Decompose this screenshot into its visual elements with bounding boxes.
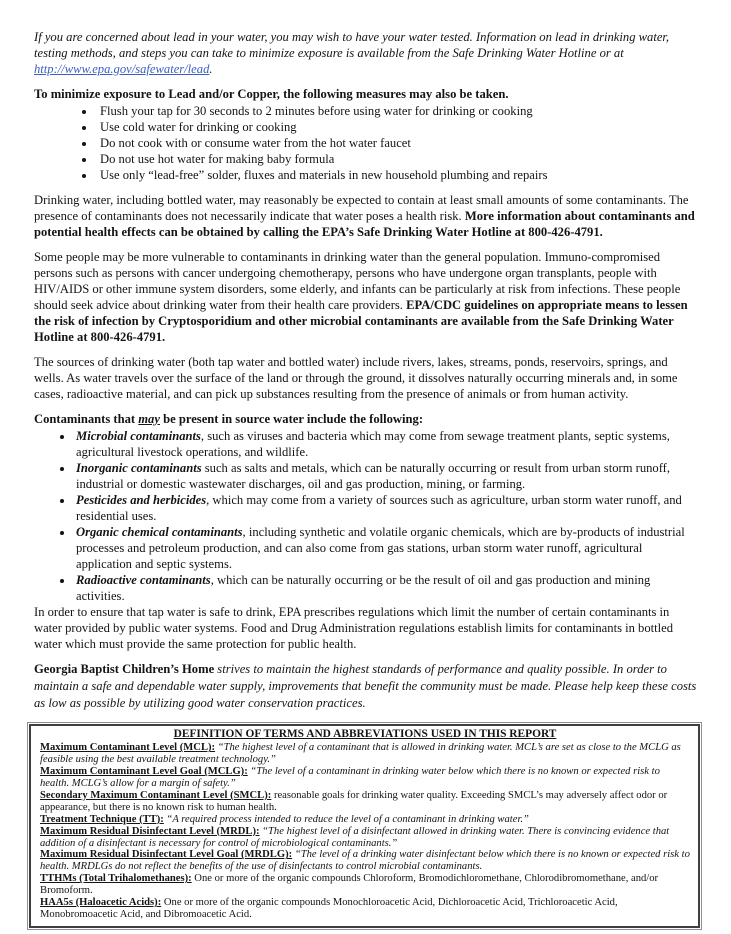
definition-text: “A required process intended to reduce the level of a contaminant in drinking water.” xyxy=(163,813,529,825)
contaminant-desc: , including synthetic and volatile organic chemicals, which are by-products of industrial processes and petroleum production, and can also come from gas stations, urban storm water runoff, agricultural application and septic systems. xyxy=(76,525,685,571)
definition-entry xyxy=(40,873,690,897)
drinking-water-text: Drinking water, including bottled water, may reasonably be expected to contain at least small amounts of some contaminants. The presence of contaminants does not necessarily indicate that water poses a health risk. xyxy=(34,193,689,223)
measure-item: • Flush your tap for 30 seconds to 2 minutes before using water for drinking or cooking xyxy=(96,103,700,119)
contaminant-name: Inorganic contaminants xyxy=(76,461,202,475)
definition-term: TTHMs (Total Trihalomethanes): xyxy=(40,873,192,885)
definitions-box-title: DEFINITION OF TERMS AND ABBREVIATIONS USED IN THIS REPORT xyxy=(173,728,557,741)
lead-info-text: If you are concerned about lead in your water, you may wish to have your water tested. Information on lead in drinking water, testing methods, and steps you can take to minimize exposure is available from the Safe Drinking Water Hotline or at xyxy=(34,30,670,60)
definition-term: Maximum Contaminant Level Goal (MCLG): xyxy=(40,766,248,778)
definition-text: “The level of a contaminant in drinking water below which there is no known or expected risk to health. MCLG’s allow for a margin of safety.” xyxy=(40,766,660,790)
contaminant-name: Organic chemical contaminants xyxy=(76,525,243,539)
definition-entry xyxy=(40,897,690,921)
definition-term: Treatment Technique (TT): xyxy=(40,813,164,825)
drinking-water-bold-text: More information about contaminants and potential health effects can be obtained by calling the EPA’s Safe Drinking Water Hotline at 800-426-4791. xyxy=(34,209,695,239)
measure-item: • Use cold water for drinking or cooking xyxy=(96,119,700,135)
contaminant-item xyxy=(74,524,700,572)
definition-text: One or more of the organic compounds Monochloroacetic Acid, Dichloroacetic Acid, Trichloroacetic Acid, Monobromoacetic Acid, and Dibromoacetic Acid. xyxy=(40,897,618,920)
definition-entry xyxy=(40,790,690,814)
definition-entry xyxy=(40,826,690,850)
contaminant-desc: , which can be naturally occurring or be the result of oil and gas production and mining activities. xyxy=(76,573,651,603)
measure-item: • Use only “lead-free” solder, fluxes and materials in new household plumbing and repairs xyxy=(96,167,700,183)
vulnerable-bold-text: EPA/CDC guidelines on appropriate means to lessen the risk of infection by Cryptosporidium and other microbial contaminants are available from the Safe Drinking Water Hotline at 800-426-4791. xyxy=(34,298,688,344)
definition-term: Maximum Contaminant Level (MCL): xyxy=(40,742,216,754)
definition-text: reasonable goals for drinking water quality. Exceeding SMCL’s may adversely affect odor or appearance, but there is no known risk to human health. xyxy=(40,789,668,813)
definition-text: “The level of a drinking water disinfectant below which there is no known or expected risk to health. MRDLGs do not reflect the benefits of the use of disinfectants to control microbial contaminants. xyxy=(40,849,690,873)
measure-item: • Do not use hot water for making baby formula xyxy=(96,151,700,167)
contaminant-desc: such as salts and metals, which can be naturally occurring or result from urban storm runoff, industrial or domestic wastewater discharges, oil and gas production, mining, or farming. xyxy=(76,461,671,491)
definition-term: Maximum Residual Disinfectant Level Goal (MRDLG): xyxy=(40,849,293,861)
measure-item: • Do not cook with or consume water from the hot water faucet xyxy=(96,135,700,151)
definition-text: “The highest level of a disinfectant allowed in drinking water. There is convincing evidence that addition of a disinfectant is necessary for control of microbiological contaminants.” xyxy=(40,825,670,849)
contaminant-name: Pesticides and herbicides xyxy=(76,493,207,507)
definition-entry xyxy=(40,766,690,790)
definition-term: HAA5s (Haloacetic Acids): xyxy=(40,897,162,909)
measures-heading: To minimize exposure to Lead and/or Copper, the following measures may also be taken. xyxy=(34,87,509,101)
contaminants-heading xyxy=(34,411,700,427)
definition-term: Secondary Maximum Contaminant Level (SMCL): xyxy=(40,789,272,801)
water-system-name: Georgia Baptist Children’s Home xyxy=(34,662,215,676)
contaminant-desc: , which may come from a variety of sources such as agriculture, urban storm water runoff, and residential uses. xyxy=(76,493,682,523)
measures-list xyxy=(34,103,700,183)
closing-paragraph xyxy=(34,661,700,711)
definitions-box xyxy=(27,722,702,930)
contaminant-item xyxy=(74,460,700,492)
contaminant-desc: , such as viruses and bacteria which may come from sewage treatment plants, septic systems, agricultural livestock operations, and wildlife. xyxy=(76,429,670,459)
contaminants-heading-start: Contaminants that xyxy=(34,412,139,426)
definition-entry xyxy=(40,742,690,766)
contaminant-item xyxy=(74,572,700,604)
contaminants-heading-may: may xyxy=(138,412,160,426)
vulnerable-text: Some people may be more vulnerable to contaminants in drinking water than the general population. Immuno-compromised persons such as persons with cancer undergoing chemotherapy, persons who have undergone organ transplants, people with HIV/AIDS or other immune system disorders, some elderly, and infants can be particularly at risk from infections. These people should seek advice about drinking water from their health care providers. xyxy=(34,250,681,312)
definition-text: One or more of the organic compounds Chloroform, Bromodichloromethane, Chlorodibromomethane, and/or Bromoform. xyxy=(40,873,659,897)
contaminants-heading-end: be present in source water include the following: xyxy=(159,412,424,426)
definition-entry xyxy=(40,814,690,826)
contaminants-list xyxy=(34,428,700,604)
contaminant-item xyxy=(74,428,700,460)
definition-text: “The highest level of a contaminant that is allowed in drinking water. MCL’s are set as close to the MCLG as feasible using the best available treatment technology.” xyxy=(40,742,681,766)
lead-info-text-end: . xyxy=(209,62,213,76)
epa-safewater-link[interactable]: http://www.epa.gov/safewater/lead xyxy=(34,62,210,76)
definitions-box-inner xyxy=(29,724,700,928)
contaminant-item xyxy=(74,492,700,524)
sources-paragraph: The sources of drinking water (both tap water and bottled water) include rivers, lakes, streams, ponds, reservoirs, springs, and wells. As water travels over the surface of the land or through the ground, it dissolves naturally occurring minerals and, in some cases, radioactive material, and can pick up substances resulting from the presence of animals or from human activity. xyxy=(34,355,678,401)
lead-info-paragraph xyxy=(34,29,700,77)
contaminant-name: Microbial contaminants xyxy=(76,429,201,443)
contaminant-name: Radioactive contaminants xyxy=(76,573,211,587)
closing-italic-text: strives to maintain the highest standards of performance and quality possible. In order to maintain a safe and dependable water supply, improvements that benefit the community must be made. Please help keep these costs as low as possible by utilizing good water conservation practices. xyxy=(34,662,697,710)
definition-entry xyxy=(40,849,690,873)
drinking-water-paragraph xyxy=(34,192,700,240)
vulnerable-paragraph xyxy=(34,249,700,345)
regulations-paragraph: In order to ensure that tap water is safe to drink, EPA prescribes regulations which limit the number of certain contaminants in water provided by public water systems. Food and Drug Administration regulations establish limits for contaminants in bottled water which must provide the same protection for public health. xyxy=(34,605,674,651)
definition-term: Maximum Residual Disinfectant Level (MRDL): xyxy=(40,825,260,837)
